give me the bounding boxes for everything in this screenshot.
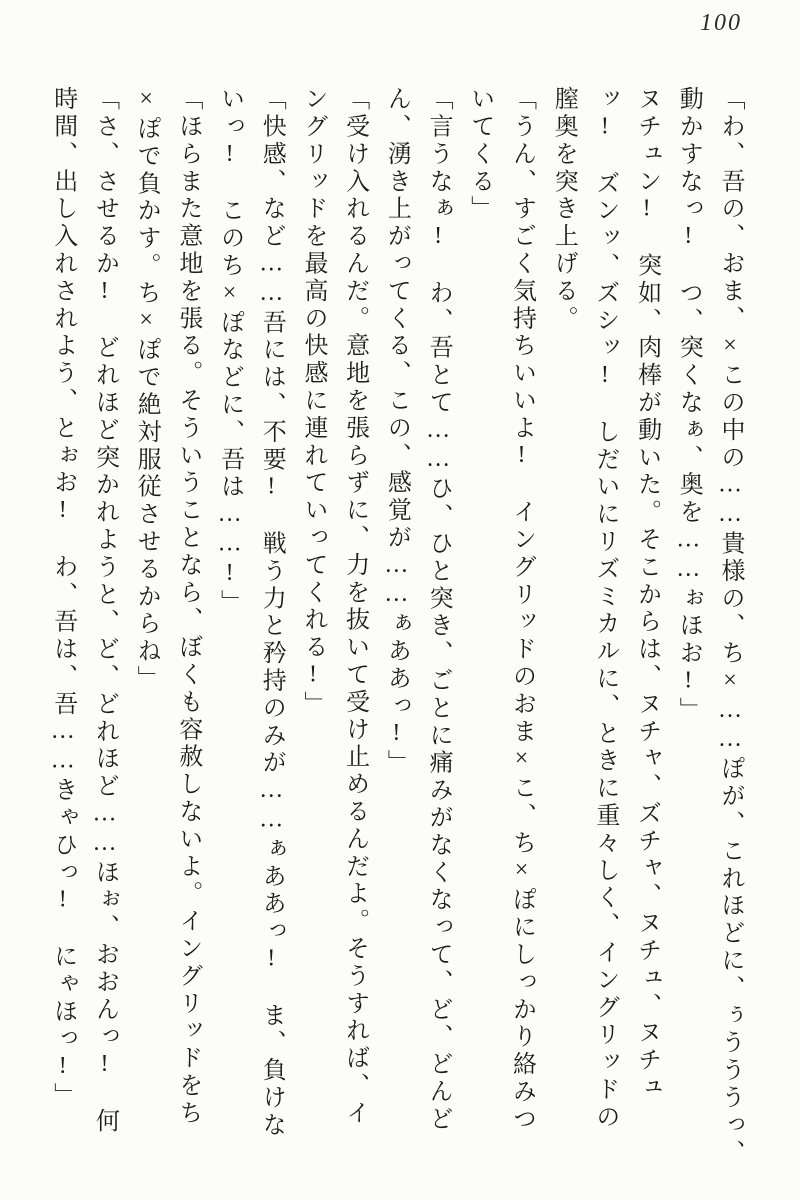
page-number: 100 xyxy=(700,10,742,36)
text-line: 「わ、吾の、おま、×この中の……貴様の、ち×……ぽが、これほどに、ぅうううっ、 xyxy=(717,86,743,1167)
text-line: ッ! ズンッ、ズシッ! しだいにリズミカルに、ときに重々しく、イングリッドの xyxy=(591,86,618,1132)
text-line: 「受け入れるんだ。意地を張らずに、力を抜いて受け止めるんだよ。そうすれば、イ xyxy=(341,86,368,1128)
text-line: ングリッドを最高の快感に連れていってくれる!」 xyxy=(299,86,326,719)
text-line: 「うん、すごく気持ちいいよ! イングリッドのおま×こ、ち×ぽにしっかり絡みつ xyxy=(508,86,535,1134)
text-line: いてくる」 xyxy=(466,86,493,223)
text-line: 「ほらまた意地を張る。そういうことなら、ぼくも容赦しないよ。イングリッドをち xyxy=(174,86,201,1128)
text-line: 「快感、など……吾には、不要! 戦う力と矜持のみが……ぁああっ! ま、負けな xyxy=(258,86,285,1140)
text-line: 「言うなぁ! わ、吾とて……ひ、ひと突き、ごとに痛みがなくなって、ど、どんど xyxy=(425,86,452,1134)
text-line: いっ! このち×ぽなどに、吾は……!」 xyxy=(216,86,243,617)
text-line: ん、湧き上がってくる、この、感覚が……ぁああっ!」 xyxy=(383,86,410,777)
text-line: 動かすなっ! つ、突くなぁ、奥を……ぉほお!」 xyxy=(675,86,702,725)
page-text xyxy=(41,86,750,1167)
text-line: ヌチュン! 突如、肉棒が動いた。そこからは、ヌチャ、ズチャ、ヌチュ、ヌチュ xyxy=(633,86,660,1102)
text-line: 「さ、させるか! どれほど突かれようと、ど、どれほど……ほぉ、おおんっ! 何 xyxy=(91,86,118,1136)
text-line: 時間、出し入れされよう、とぉお! わ、吾は、吾……きゃひっ! にゃほっ!」 xyxy=(49,86,76,1110)
text-line: 膣奥を突き上げる。 xyxy=(550,86,577,333)
text-line: ×ぽで負かす。ち×ぽで絶対服従させるからね」 xyxy=(133,86,160,693)
